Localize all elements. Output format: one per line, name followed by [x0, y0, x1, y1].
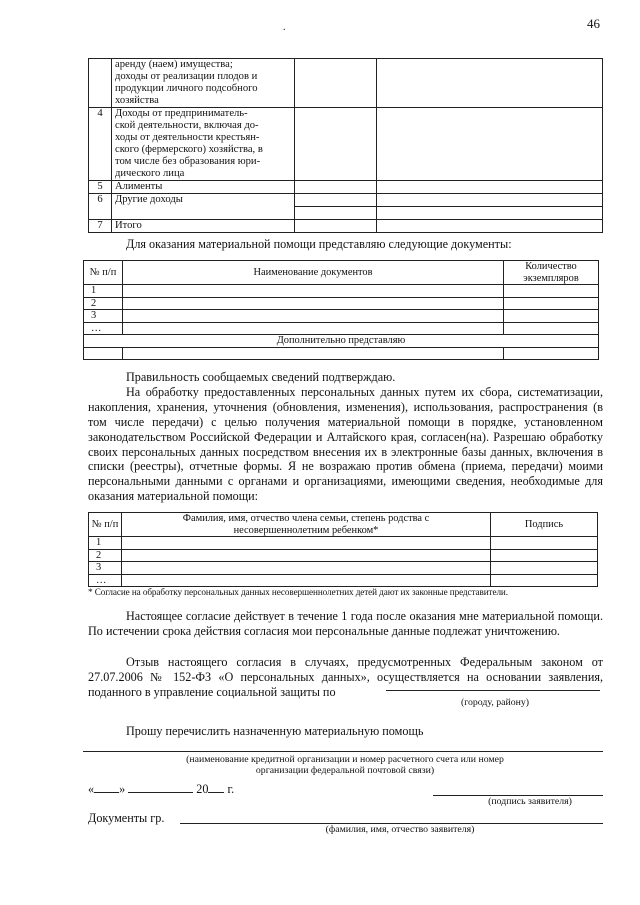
header-family-member: Фамилия, имя, отчество члена семьи, степень родства с несовершеннолетним ребенком* — [122, 513, 491, 537]
table-row — [89, 562, 598, 575]
income-cell — [295, 194, 377, 220]
income-cell — [377, 194, 603, 220]
row-number: 2 — [84, 297, 123, 310]
header-num: № п/п — [84, 261, 123, 285]
family-member-cell — [122, 562, 491, 575]
table-row — [84, 335, 599, 348]
family-signatures-table — [88, 512, 598, 587]
table-row — [89, 181, 603, 194]
income-table — [88, 58, 603, 233]
year-line[interactable] — [208, 781, 224, 793]
header-quantity: Количество экземпляров — [504, 261, 599, 285]
row-number: 1 — [89, 537, 122, 550]
validity-text: Настоящее согласие действует в течение 1 года после оказания мне материальной помощи. По истечении срока действия согласия мои персональные данные подлежат уничтожению. — [88, 609, 603, 638]
text-line: ской деятельности, включая до- — [115, 120, 259, 131]
header-num: № п/п — [89, 513, 122, 537]
date-year-prefix: 20 — [196, 782, 209, 796]
table-row — [84, 285, 599, 298]
document-name-cell — [123, 347, 504, 359]
documents-of-label: Документы гр. — [88, 811, 165, 825]
department-caption: (городу, району) — [460, 697, 530, 708]
quantity-cell — [504, 322, 599, 335]
table-row — [89, 194, 603, 220]
documents-table — [83, 260, 599, 360]
quantity-cell — [504, 310, 599, 323]
department-line[interactable] — [386, 690, 600, 691]
cell-subrow — [295, 194, 376, 207]
signature-cell — [491, 574, 598, 587]
row-number: 4 — [89, 108, 112, 181]
cell-subrow — [295, 207, 376, 219]
documents-intro: Для оказания материальной помощи представляю следующие документы: — [126, 237, 512, 251]
document-name-cell — [123, 310, 504, 323]
table-row — [89, 537, 598, 550]
text-line: том числе без образования юри- — [115, 156, 261, 167]
text-line: продукции личного подсобного — [115, 83, 258, 94]
cell-subrow — [377, 207, 602, 219]
header-document-name: Наименование документов — [123, 261, 504, 285]
quantity-cell — [504, 285, 599, 298]
table-row — [84, 297, 599, 310]
quantity-cell — [504, 347, 599, 359]
row-number: 2 — [89, 549, 122, 562]
signature-cell — [491, 549, 598, 562]
income-cell — [295, 59, 377, 108]
additional-header: Дополнительно представляю — [84, 335, 599, 348]
text-line: ходы от деятельности крестьян- — [115, 132, 260, 143]
bank-details-caption: (наименование кредитной организации и номер расчетного счета или номер организации федеральной почтовой связи) — [186, 754, 504, 776]
revocation-text: Отзыв настоящего согласия в случаях, предусмотренных Федеральным законом от 27.07.2006 № 152-ФЗ «О персональных данных», осуществляется на основании заявления, поданного в управление социальной защиты по — [88, 655, 603, 699]
income-cell — [295, 108, 377, 181]
transfer-text: Прошу перечислить назначенную материальную помощь — [126, 724, 424, 738]
income-cell — [295, 181, 377, 194]
signature-caption: (подпись заявителя) — [488, 796, 572, 807]
income-description: Алименты — [112, 181, 295, 194]
table-row — [84, 322, 599, 335]
consent-block — [88, 370, 603, 504]
header-signature: Подпись — [491, 513, 598, 537]
document-name-cell — [123, 322, 504, 335]
income-cell — [377, 108, 603, 181]
text-line: ского (фермерского) хозяйства, в — [115, 144, 263, 155]
income-cell — [377, 220, 603, 233]
scan-dot: . — [283, 22, 286, 33]
income-description — [112, 59, 295, 108]
confirm-text: Правильность сообщаемых сведений подтверждаю. — [126, 370, 396, 384]
text-line: доходы от реализации плодов и — [115, 71, 258, 82]
income-description: Итого — [112, 220, 295, 233]
date-year-suffix: г. — [227, 782, 235, 796]
quantity-cell — [504, 297, 599, 310]
row-number — [89, 59, 112, 108]
row-number: 1 — [84, 285, 123, 298]
consent-text: На обработку предоставленных персональных данных путем их сбора, систематизации, накопления, хранения, уточнения (обновления, изменения), использования, распространения (в том числе передачи) с целью получения материальной помощи в порядке, установленном законодательством Российской Федерации и Алтайского края, согласен(на). Разрешаю обработку своих персональных данных посредством внесения их в электронные базы данных, включения в списки (реестры), отчетные формы. Я не возражаю против обмена (приема, передачи) моими персональными данными с органами и организациями, имеющими сведения, необходимые для оказания материальной помощи: — [88, 384, 603, 504]
date-field — [88, 781, 348, 797]
table-row — [89, 59, 603, 108]
table-row — [84, 310, 599, 323]
income-cell — [295, 220, 377, 233]
family-member-cell — [122, 574, 491, 587]
row-number: 7 — [89, 220, 112, 233]
table-row — [84, 347, 599, 359]
row-number: 3 — [89, 562, 122, 575]
income-cell — [377, 181, 603, 194]
table-header — [84, 261, 599, 285]
table-row — [89, 220, 603, 233]
row-number: … — [89, 574, 122, 587]
income-description — [112, 108, 295, 181]
income-description: Другие доходы — [112, 194, 295, 220]
text-line: хозяйства — [115, 95, 159, 106]
bank-details-line[interactable] — [83, 751, 603, 752]
family-member-cell — [122, 549, 491, 562]
text-line: аренду (наем) имущества; — [115, 59, 233, 70]
month-line[interactable] — [128, 781, 193, 793]
day-line[interactable] — [94, 781, 119, 793]
text-line: дического лица — [115, 168, 185, 179]
revocation-block — [88, 655, 603, 700]
row-number: 3 — [84, 310, 123, 323]
cell-subrow — [377, 194, 602, 207]
signature-cell — [491, 562, 598, 575]
date-quote-open: « — [88, 782, 95, 796]
document-name-cell — [123, 297, 504, 310]
table-row — [89, 108, 603, 181]
table-row — [89, 549, 598, 562]
applicant-name-caption: (фамилия, имя, отчество заявителя) — [325, 824, 475, 835]
row-number: 6 — [89, 194, 112, 220]
family-member-cell — [122, 537, 491, 550]
table-header — [89, 513, 598, 537]
document-name-cell — [123, 285, 504, 298]
row-number — [84, 347, 123, 359]
page-number: 46 — [587, 16, 600, 31]
row-number: 5 — [89, 181, 112, 194]
date-quote-close: » — [119, 782, 126, 796]
signature-cell — [491, 537, 598, 550]
row-number: … — [84, 322, 123, 335]
income-cell — [377, 59, 603, 108]
footnote: * Согласие на обработку персональных данных несовершеннолетних детей дают их законные представители. — [88, 587, 508, 597]
table-row — [89, 574, 598, 587]
text-line: Доходы от предприниматель- — [115, 108, 248, 119]
